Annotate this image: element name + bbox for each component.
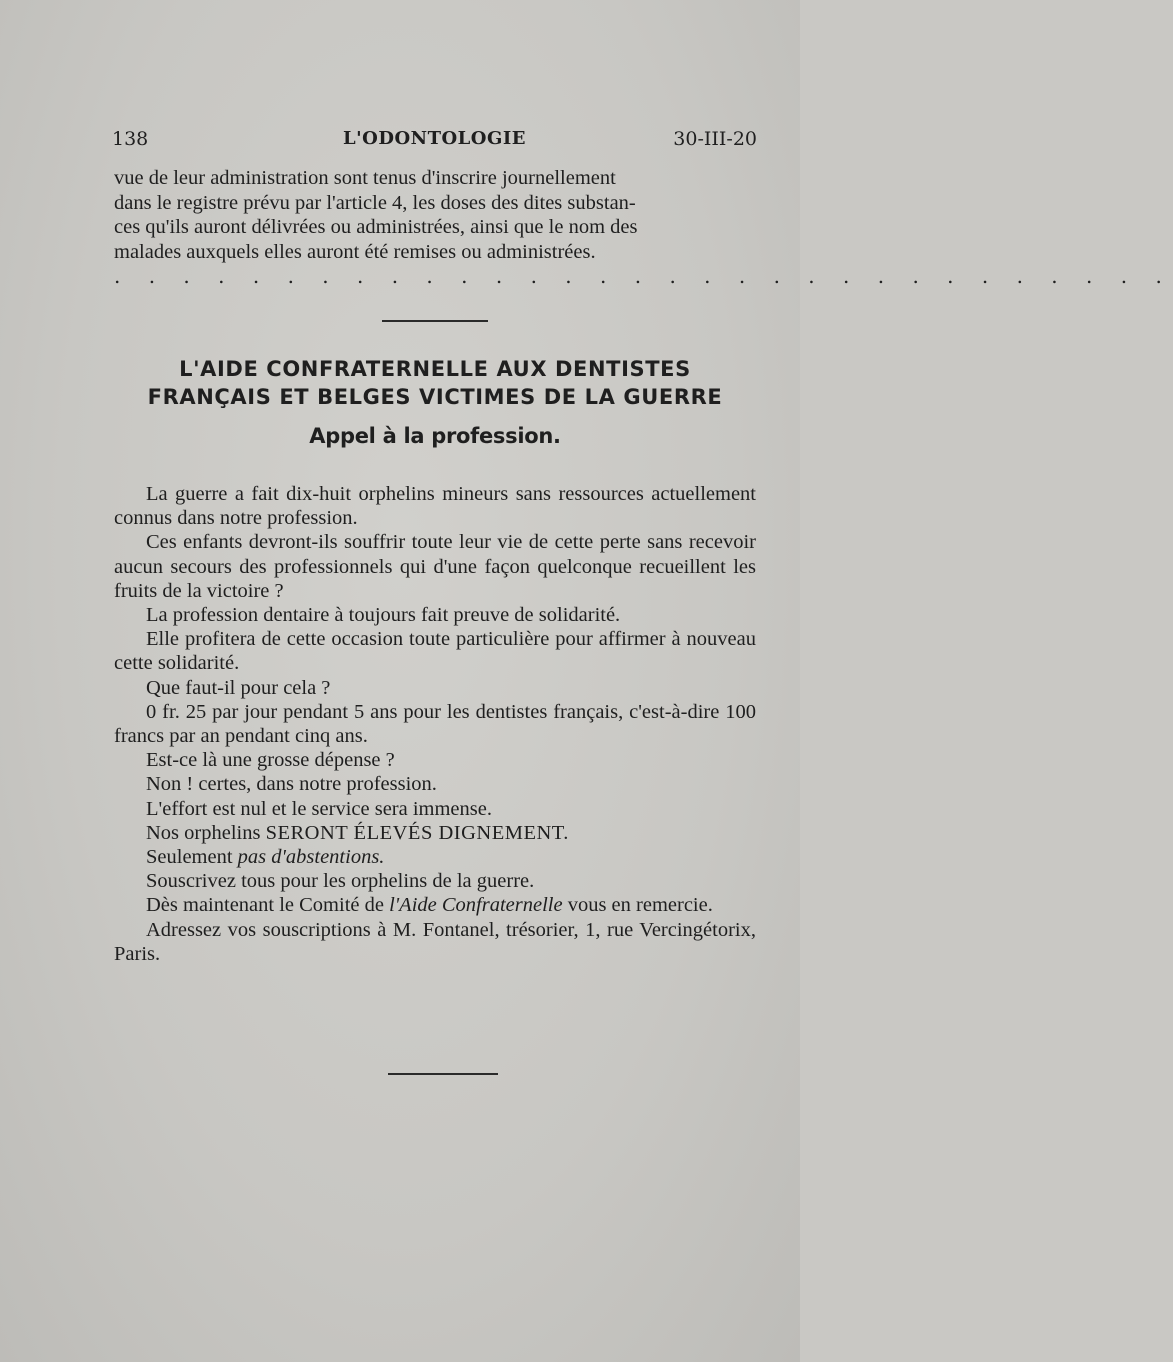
- orphans-prefix: Nos orphelins: [146, 821, 261, 844]
- body-paragraph: La profession dentaire à toujours fait preuve de solidarité.: [146, 604, 621, 627]
- thanks-prefix: Dès maintenant le Comité de: [146, 894, 384, 917]
- body-paragraph: Elle profitera de cette occasion toute particulière pour affirmer à nouveau cette solidarité.: [114, 628, 756, 675]
- intro-line: ces qu'ils auront délivrées ou administrées, ainsi que le nom des: [114, 216, 638, 238]
- article-body: [114, 482, 756, 966]
- journal-title: L'ODONTOLOGIE: [342, 128, 526, 149]
- body-paragraph: Que faut-il pour cela ?: [146, 676, 331, 699]
- body-paragraph: L'effort est nul et le service sera immense.: [146, 797, 492, 820]
- orphans-small-caps: SERONT ÉLEVÉS DIGNEMENT.: [265, 821, 569, 844]
- thanks-paragraph: [114, 893, 756, 917]
- intro-paragraph: [114, 166, 756, 264]
- running-header: [112, 128, 757, 156]
- issue-date: 30-III-20: [673, 128, 757, 150]
- body-paragraph: Est-ce là une grosse dépense ?: [146, 749, 395, 772]
- thanks-italic: l'Aide Confraternelle: [389, 894, 563, 917]
- body-paragraph: 0 fr. 25 par jour pendant 5 ans pour les dentistes français, c'est-à-dire 100 francs par an pendant cinq ans.: [114, 700, 756, 748]
- thanks-suffix: vous en remercie.: [567, 894, 713, 917]
- page-number: 138: [112, 128, 149, 150]
- body-paragraph: Ces enfants devront-ils souffrir toute leur vie de cette perte sans recevoir aucun secours des professionnels qui d'une façon quelconque recueillent les fruits de la victoire ?: [114, 531, 756, 602]
- abstention-italic: pas d'abstentions.: [237, 846, 385, 869]
- abstention-paragraph: [114, 845, 756, 869]
- abstention-prefix: Seulement: [146, 846, 233, 869]
- body-paragraph: La guerre a fait dix-huit orphelins mineurs sans ressources actuellement connus dans notre profession.: [114, 483, 756, 530]
- orphans-paragraph: [114, 821, 756, 845]
- intro-line: dans le registre prévu par l'article 4, les doses des dites substan-: [114, 191, 636, 214]
- title-line-1: L'AIDE CONFRATERNELLE AUX DENTISTES: [179, 357, 691, 381]
- ellipsis-separator: . . . . . . . . . . . . . . . . . . . . . . . . . . . . . . .: [114, 264, 1173, 288]
- section-divider-bottom: [388, 1073, 498, 1075]
- body-paragraph: Non ! certes, dans notre profession.: [146, 773, 437, 796]
- intro-line: vue de leur administration sont tenus d'inscrire journellement: [114, 167, 616, 189]
- title-line-2: FRANÇAIS ET BELGES VICTIMES DE LA GUERRE: [147, 385, 723, 409]
- intro-line: malades auxquels elles auront été remises ou administrées.: [114, 240, 596, 263]
- subscribe-paragraph: Souscrivez tous pour les orphelins de la guerre.: [146, 870, 535, 893]
- address-paragraph: Adressez vos souscriptions à M. Fontanel, trésorier, 1, rue Vercingétorix, Paris.: [114, 918, 756, 965]
- article-subtitle: Appel à la profession.: [309, 424, 561, 448]
- article-title: [114, 355, 756, 411]
- section-divider-top: [382, 320, 488, 322]
